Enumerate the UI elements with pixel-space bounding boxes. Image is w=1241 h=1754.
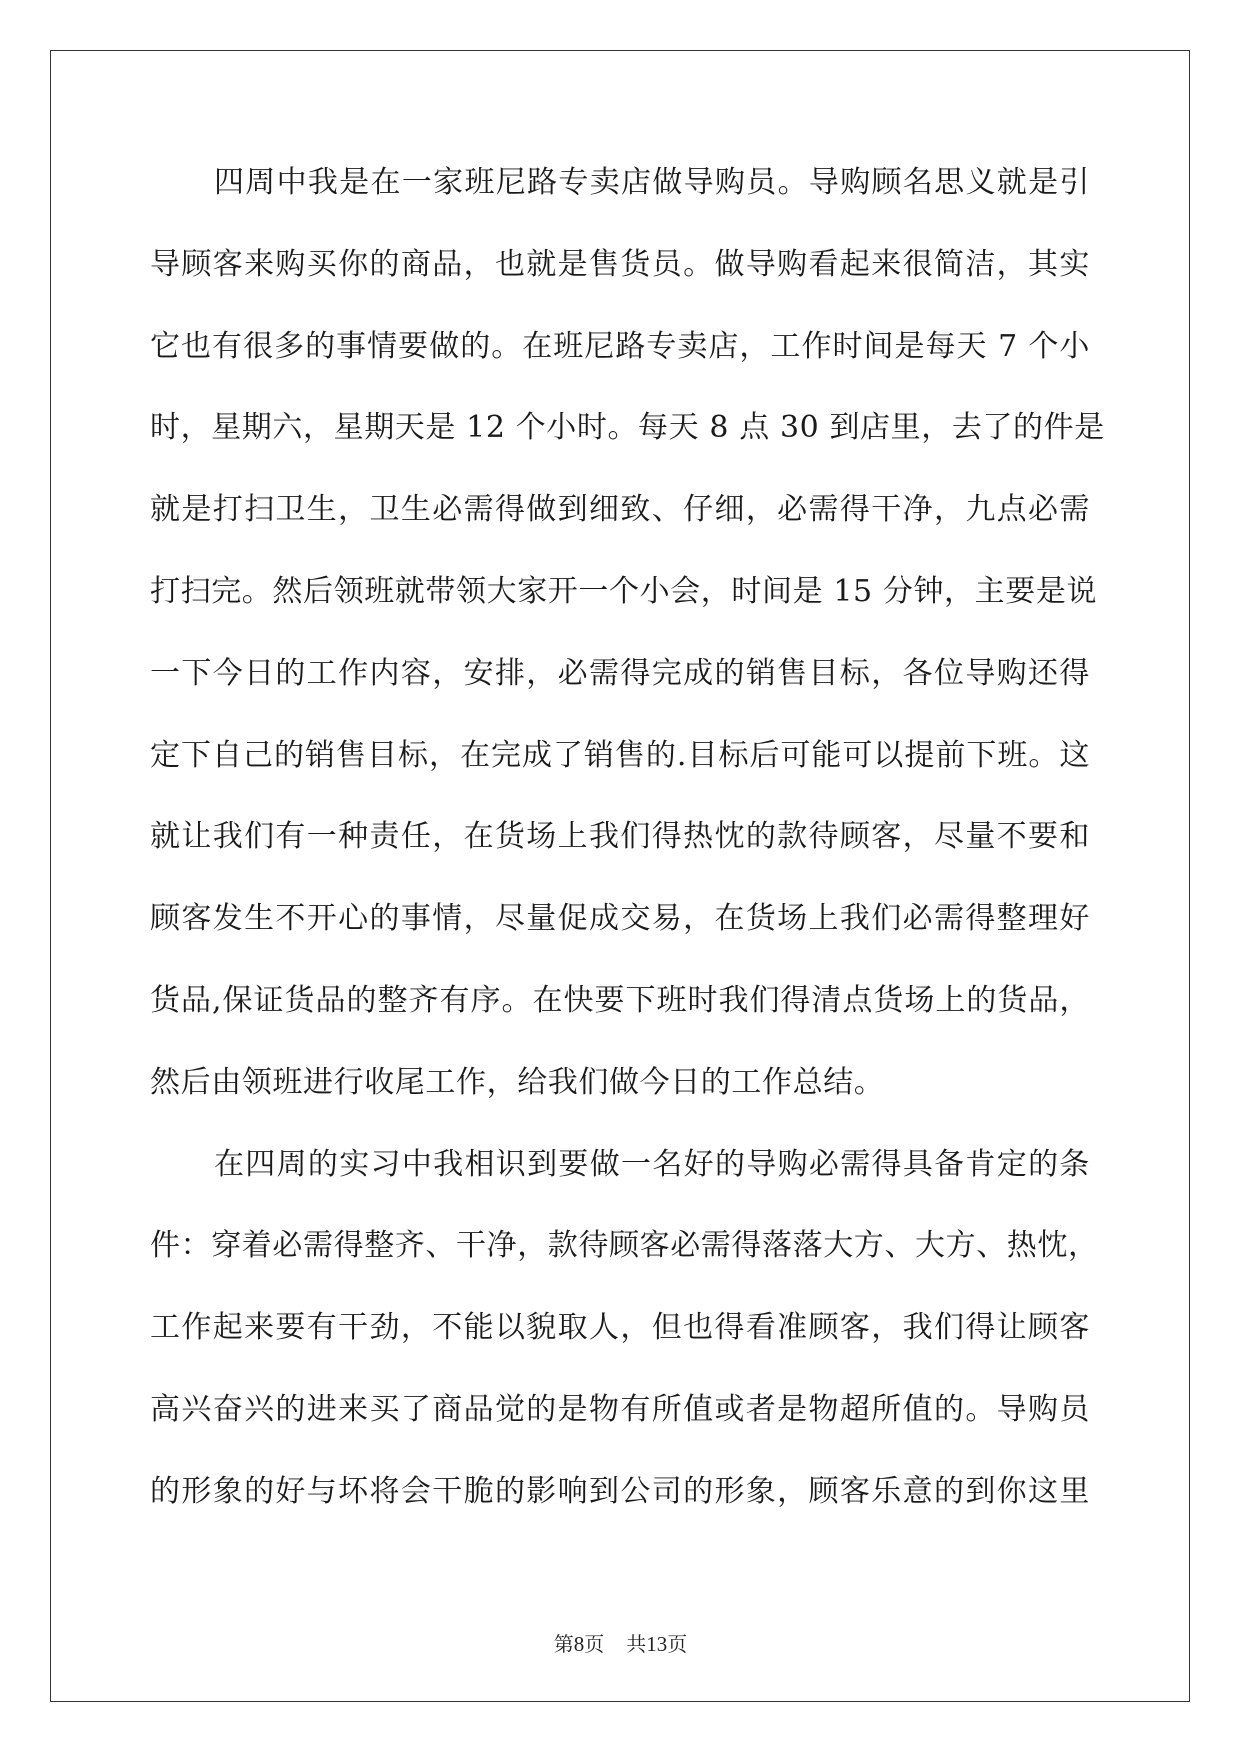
paragraph-line: 工作起来要有干劲，不能以貌取人，但也得看准顾客，我们得让顾客	[150, 1310, 1090, 1346]
paragraph-line: 顾客发生不开心的事情，尽量促成交易，在货场上我们必需得整理好	[150, 901, 1090, 937]
paragraph-line: 高兴奋兴的进来买了商品觉的是物有所值或者是物超所值的。导购员	[150, 1391, 1090, 1427]
paragraph-line: 时，星期六，星期天是 12 个小时。每天 8 点 30 到店里，去了的件是	[150, 410, 1105, 446]
paragraph-line: 打扫完。然后领班就带领大家开一个小会，时间是 15 分钟，主要是说	[150, 573, 1098, 609]
total-pages: 13	[646, 1632, 668, 1656]
paragraph-line: 它也有很多的事情要做的。在班尼路专卖店，工作时间是每天 7 个小	[150, 328, 1090, 364]
paragraph-line: 然后由领班进行收尾工作，给我们做今日的工作总结。	[150, 1064, 885, 1100]
total-prefix: 共	[626, 1632, 647, 1656]
total-suffix: 页	[667, 1632, 688, 1656]
page-footer	[0, 1632, 1241, 1656]
paragraph-line: 件：穿着必需得整齐、干净，款待顾客必需得落落大方、大方、热忱，	[150, 1228, 1099, 1264]
paragraph-line: 四周中我是在一家班尼路专卖店做导购员。导购顾名思义就是引	[214, 165, 1090, 200]
page-suffix: 页	[584, 1632, 605, 1656]
paragraph-line: 就是打扫卫生，卫生必需得做到细致、仔细，必需得干净，九点必需	[150, 492, 1090, 528]
paragraph-line: 在四周的实习中我相识到要做一名好的导购必需得具备肯定的条	[214, 1146, 1090, 1182]
paragraph-line: 货品,保证货品的整齐有序。在快要下班时我们得清点货场上的货品，	[150, 982, 1090, 1018]
paragraph-line: 定下自己的销售目标，在完成了销售的.目标后可能可以提前下班。这	[150, 737, 1090, 773]
page-number: 8	[573, 1632, 585, 1656]
paragraph-line: 一下今日的工作内容，安排，必需得完成的销售目标，各位导购还得	[150, 655, 1090, 691]
paragraph-line: 就让我们有一种责任，在货场上我们得热忱的款待顾客，尽量不要和	[150, 819, 1090, 855]
document-body	[150, 162, 1105, 1553]
paragraph-line: 导顾客来购买你的商品，也就是售货员。做导购看起来很简洁，其实	[150, 246, 1090, 282]
page-prefix: 第	[553, 1632, 574, 1656]
paragraph-line: 的形象的好与坏将会干脆的影响到公司的形象，顾客乐意的到你这里	[150, 1473, 1090, 1509]
